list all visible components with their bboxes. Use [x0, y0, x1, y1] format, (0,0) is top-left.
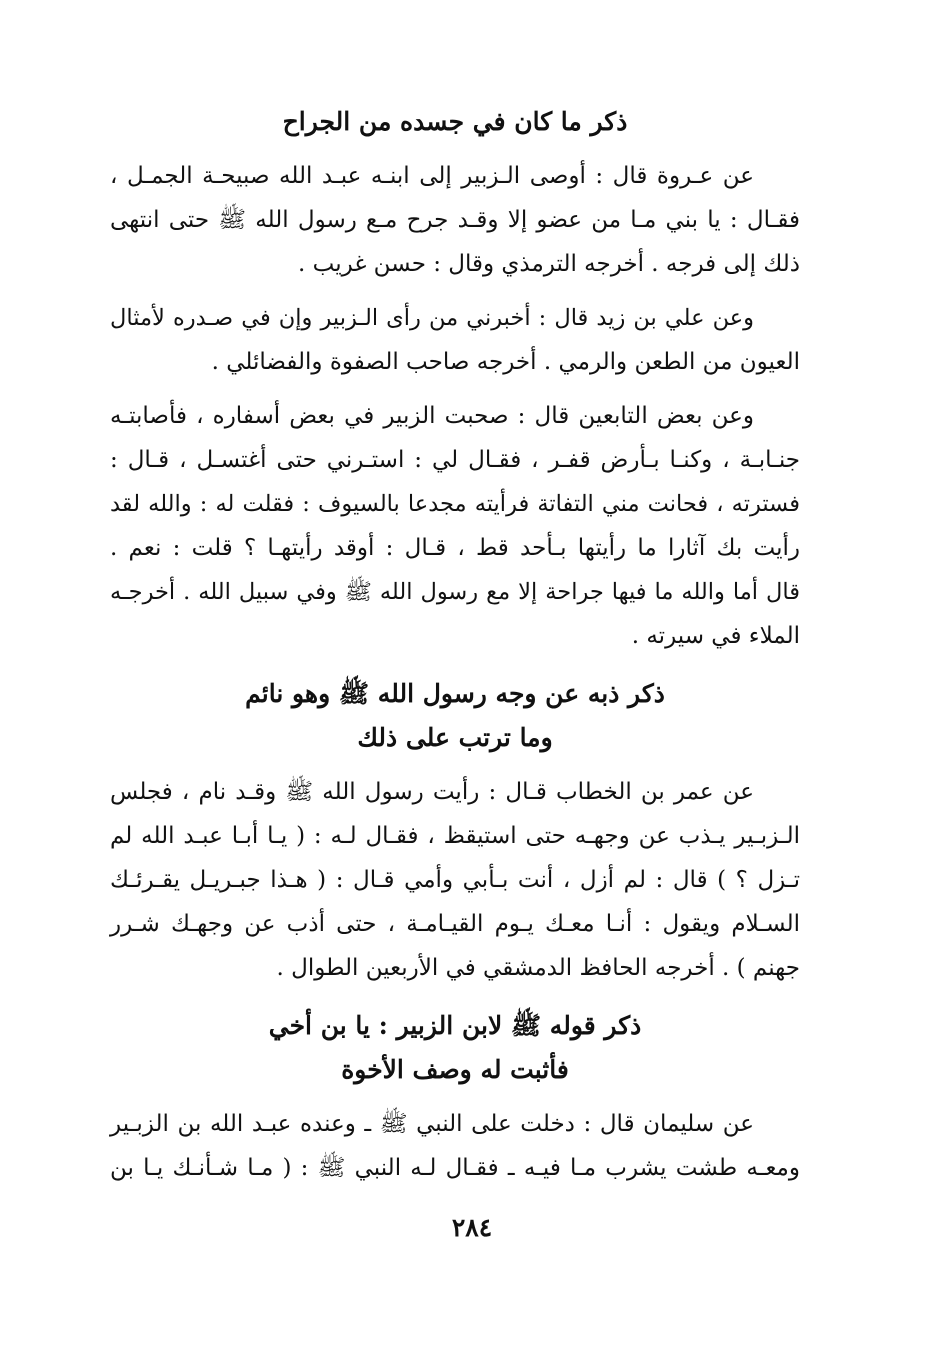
text-line: عن عمر بن الخطاب قـال : رأيت رسول الله ﷺ وقـد نام ، فجلس [110, 779, 754, 805]
heading-line: وما ترتب على ذلك [357, 723, 553, 752]
text-line: الـزبـير يـذب عن وجهـه حتى استيقظ ، فقـال لـه : ( يـا أبـا عبـد الله لم [110, 823, 800, 849]
heading-line: ذكر قوله ﷺ لابن الزبير : يا بن أخي [268, 1011, 642, 1040]
text-line: رأيت بك آثارا ما رأيتها بـأحد قط ، قـال : أوقد رأيتهـا ؟ قلت : نعم . [110, 535, 800, 561]
text-line: العيون من الطعن والرمي . أخرجه صاحب الصفوة والفضائلي . [211, 349, 800, 375]
text-line: عن سليمان قال : دخلت على النبي ﷺ ـ وعنده عبـد الله بن الزبـير [110, 1111, 754, 1137]
text-line: فقـال : يا بني مـا من عضو إلا وقـد جرح مـع رسول الله ﷺ حتى انتهى [110, 207, 800, 233]
text-line: فسترته ، فحانت مني التفاتة فرأيته مجدعا بالسيوف : فقلت له : والله لقد [110, 491, 800, 517]
text-line: الملاء في سيرته . [631, 623, 800, 649]
text-line: وعن علي بن زيد قال : أخبرني من رأى الـزبير وإن في صـدره لأمثال [110, 305, 754, 331]
text-line: تـزل ؟ ) قال : لم أزل ، أنت بـأبي وأمي قـال : ( هـذا جبـريـل يقـرئـك [110, 867, 800, 893]
paragraph-tabiin [110, 394, 800, 658]
text-line: جهنم ) . أخرجه الحافظ الدمشقي في الأربعين الطوال . [276, 955, 800, 981]
paragraph-ali-ibn-zayd [110, 296, 800, 384]
text-line: عن عـروة قال : أوصى الـزبير إلى ابنـه عبـد الله صبيحـة الجمـل ، [110, 163, 754, 189]
text-line: قال أما والله ما فيها جراحة إلا مع رسول الله ﷺ وفي سبيل الله . أخرجـه [110, 579, 800, 605]
text-line: السـلام ويقول : أنـا معـك يـوم القيـامـة ، حتى أذب عن وجهـك شـرر [110, 911, 800, 937]
section-heading-nephew [110, 1004, 800, 1092]
text-line: ومعـه طشت يشرب مـا فيـه ـ فقـال لـه النبي ﷺ : ( مـا شـأنـك يـا بن [110, 1155, 800, 1181]
paragraph-sulayman [110, 1102, 800, 1190]
text-line: ذلك إلى فرجه . أخرجه الترمذي وقال : حسن غريب . [298, 251, 800, 277]
paragraph-umar [110, 770, 800, 990]
heading-line: ذكر ذبه عن وجه رسول الله ﷺ وهو نائم [245, 679, 665, 708]
text-line: جنـابـة ، وكنـا بـأرض قفـر ، فقـال لي : استـرني حتى أغتسـل ، قـال : [110, 447, 800, 473]
heading-line: ذكر ما كان في جسده من الجراح [282, 107, 628, 136]
paragraph-urwa [110, 154, 800, 286]
page-number: ٢٨٤ [451, 1213, 493, 1242]
section-heading-defending-face [110, 672, 800, 760]
book-page [110, 100, 800, 1190]
section-heading-wounds [110, 100, 800, 144]
text-line: وعن بعض التابعين قال : صحبت الزبير في بعض أسفاره ، فأصابتـه [110, 403, 754, 429]
heading-line: فأثبت له وصف الأخوة [341, 1055, 569, 1084]
